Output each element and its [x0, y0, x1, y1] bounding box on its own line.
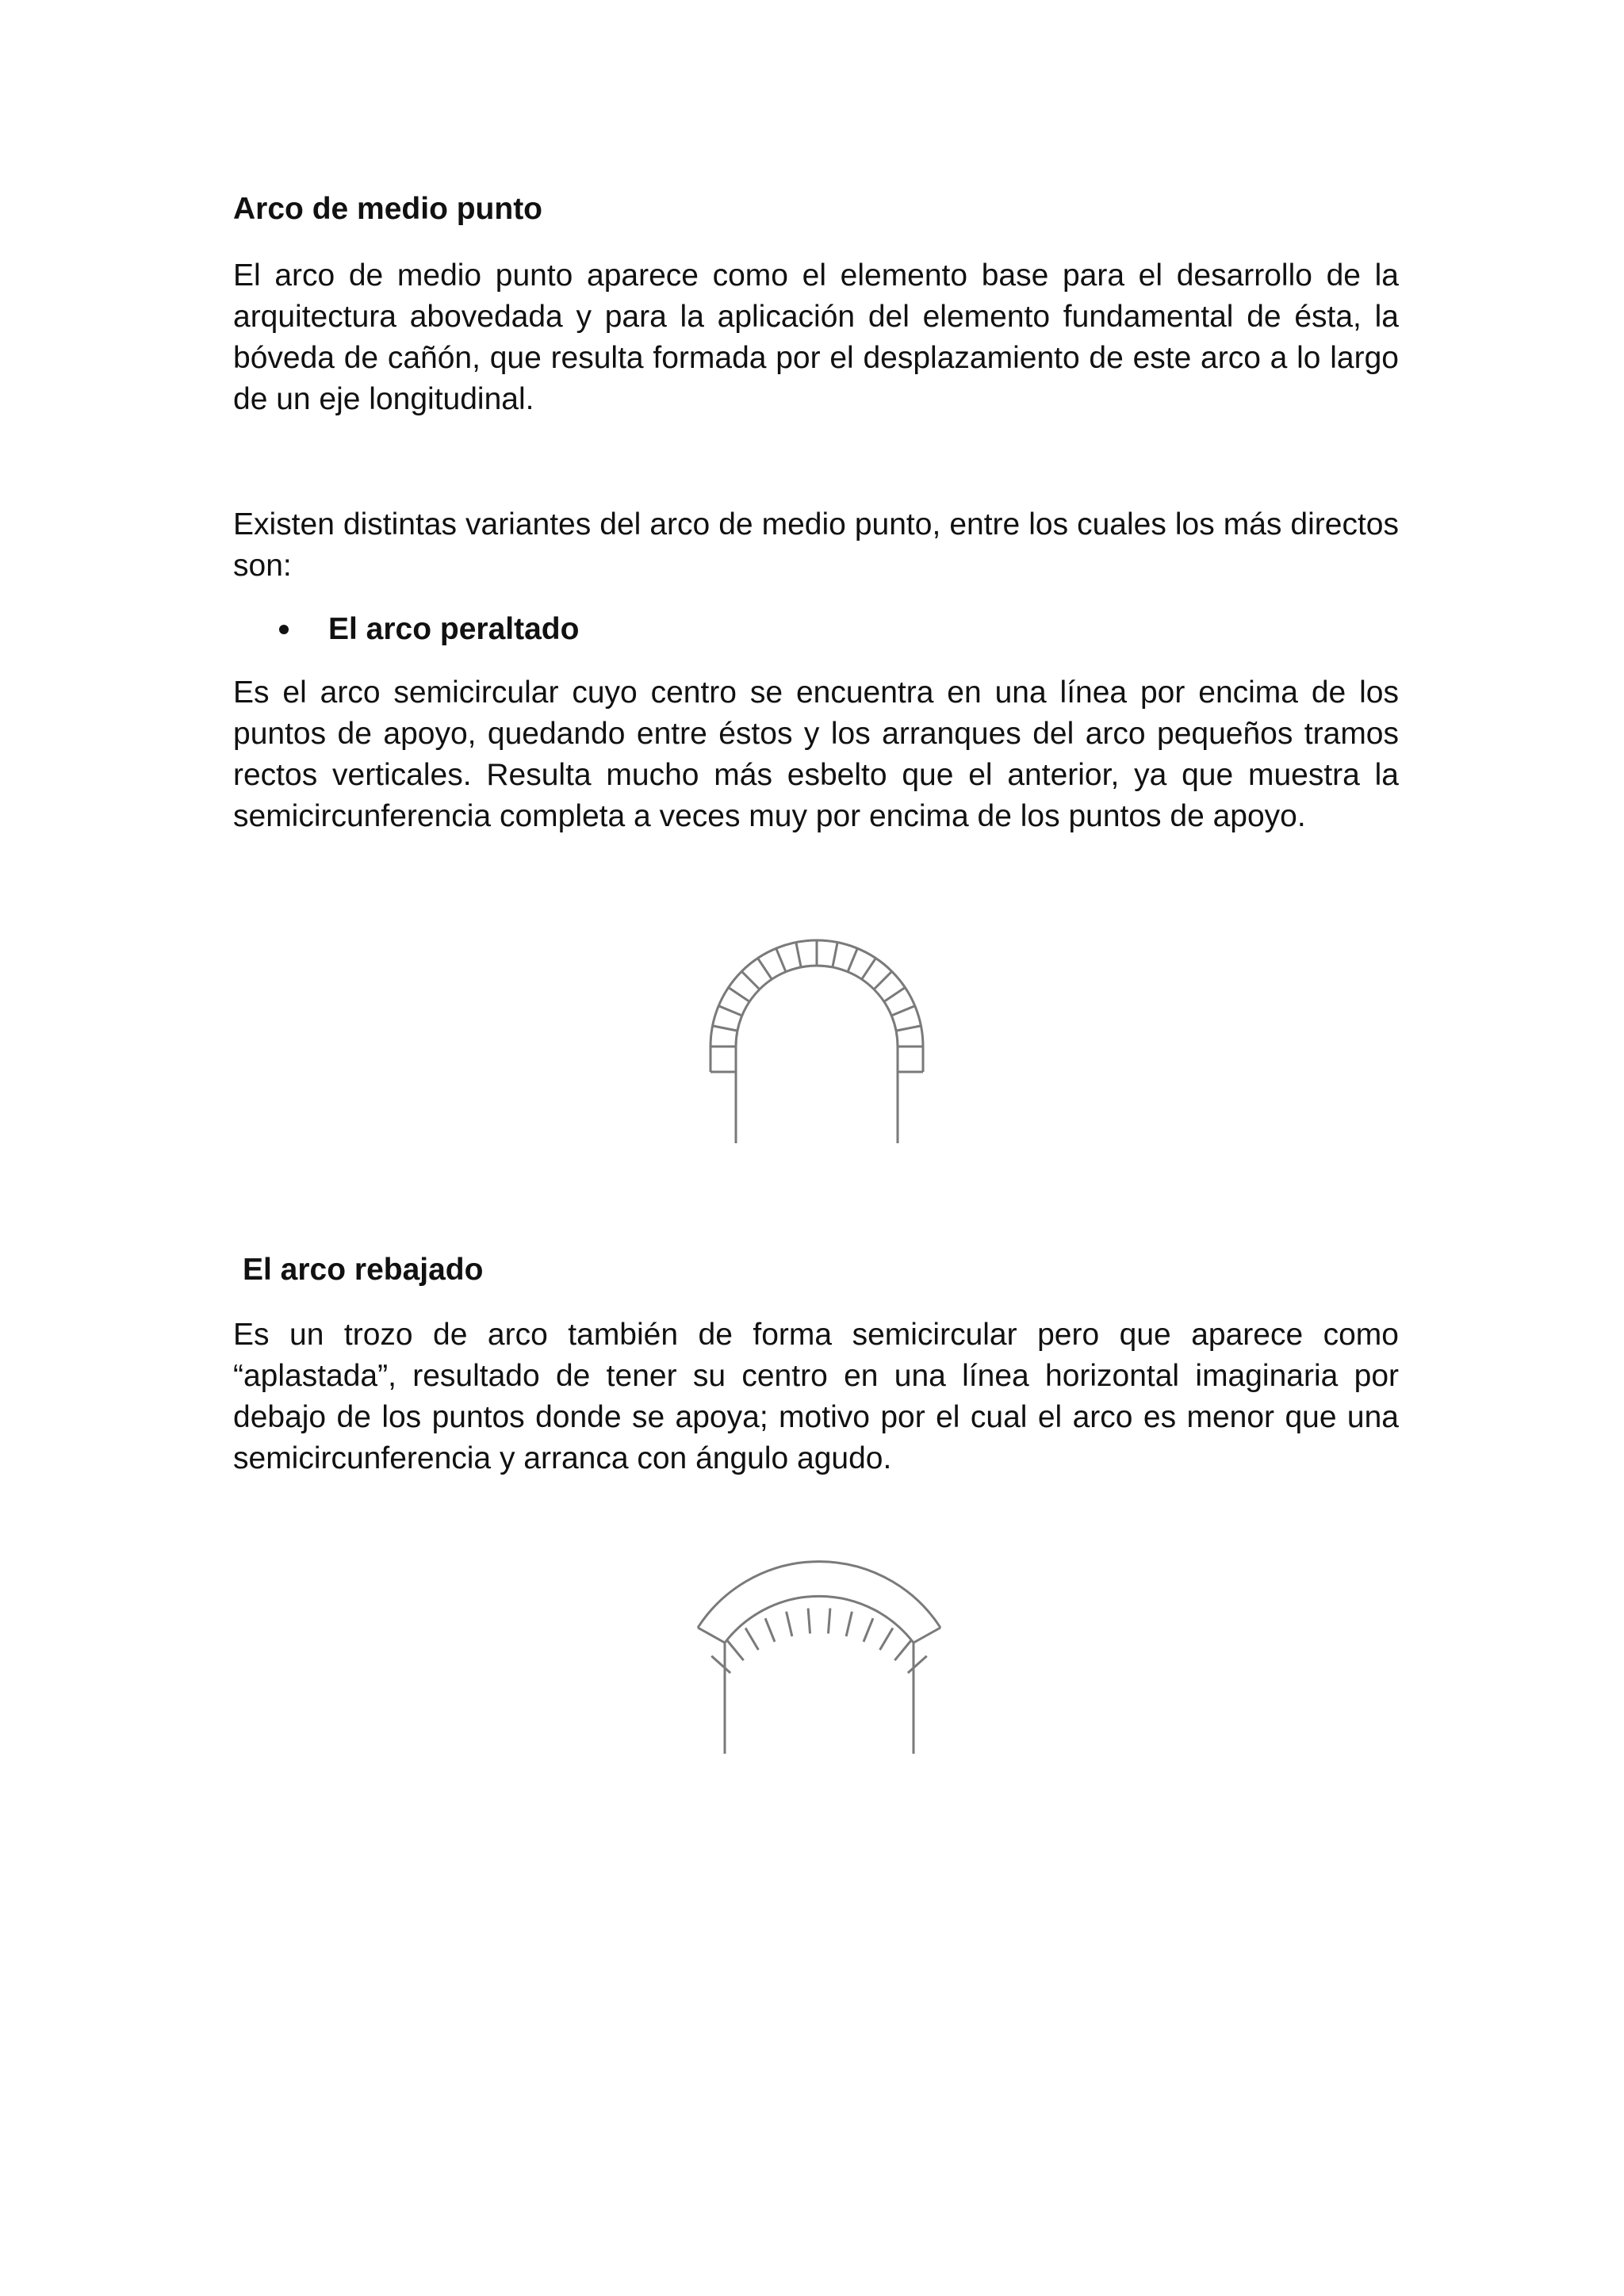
voussoir-joint	[880, 1628, 893, 1650]
rebajado-title: El arco rebajado	[243, 1253, 484, 1287]
rebajado-description: Es un trozo de arco también de forma semicircular pero que aparece como “aplastada”, resultado de tener su centro en una línea horizontal imaginaria por debajo de los puntos donde se apoya; motivo por el cual el arco es menor que una semicircunferencia y arranca con ángulo agudo.	[233, 1318, 1399, 1475]
voussoir-joint	[908, 1656, 927, 1673]
voussoir-joint	[808, 1609, 810, 1634]
voussoir-joint	[758, 959, 772, 980]
voussoir-joint	[787, 1612, 792, 1636]
voussoir-joint	[846, 1612, 852, 1636]
voussoir-joint	[884, 988, 906, 1002]
peraltado-arch-drawing	[698, 904, 936, 1150]
peraltado-title: El arco peraltado	[328, 612, 580, 646]
voussoir-joint	[745, 1628, 758, 1650]
voussoir-joint	[713, 1026, 737, 1031]
voussoir-joint	[848, 948, 857, 972]
voussoir-joint	[741, 971, 760, 989]
peraltado-description: Es el arco semicircular cuyo centro se encuentra en una línea por encima de los puntos de apoyo, quedando entre éstos y los arranques del arco pequeños tramos rectos verticales. Resulta mucho más esbelto que el anterior, ya que muestra la semicircunferencia completa a veces muy por encima de los puntos de apoyo.	[233, 675, 1399, 833]
voussoir-joint	[896, 1026, 921, 1031]
voussoir-joint	[727, 1640, 743, 1660]
voussoir-joint	[765, 1618, 775, 1642]
voussoir-joint	[776, 948, 786, 972]
voussoir-joint	[718, 1006, 742, 1016]
voussoir-joint	[729, 988, 750, 1002]
voussoir-joint	[796, 943, 801, 967]
intro-paragraph: El arco de medio punto aparece como el elemento base para el desarrollo de la arquitectura abovedada y para la aplicación del elemento fundamental de ésta, la bóveda de cañón, que resulta formada por el desplazamiento de este arco a lo largo de un eje longitudinal.	[233, 258, 1399, 416]
voussoir-joint	[864, 1618, 873, 1642]
peraltado-arch-figure	[698, 904, 936, 1150]
voussoir-joint	[894, 1640, 910, 1660]
rebajado-arch-figure	[691, 1546, 947, 1764]
voussoir-joint	[874, 971, 892, 989]
rebajado-arch-drawing	[691, 1546, 947, 1764]
voussoir-joint	[828, 1609, 829, 1634]
section-title: Arco de medio punto	[233, 192, 542, 226]
bullet-icon	[279, 625, 289, 634]
variants-intro-paragraph: Existen distintas variantes del arco de medio punto, entre los cuales los más directos son:	[233, 507, 1399, 583]
voussoir-joint	[833, 943, 837, 967]
bullet-item-peraltado	[279, 609, 579, 650]
voussoir-joint	[891, 1006, 915, 1016]
voussoir-joint	[711, 1656, 730, 1673]
voussoir-joint	[862, 959, 876, 980]
